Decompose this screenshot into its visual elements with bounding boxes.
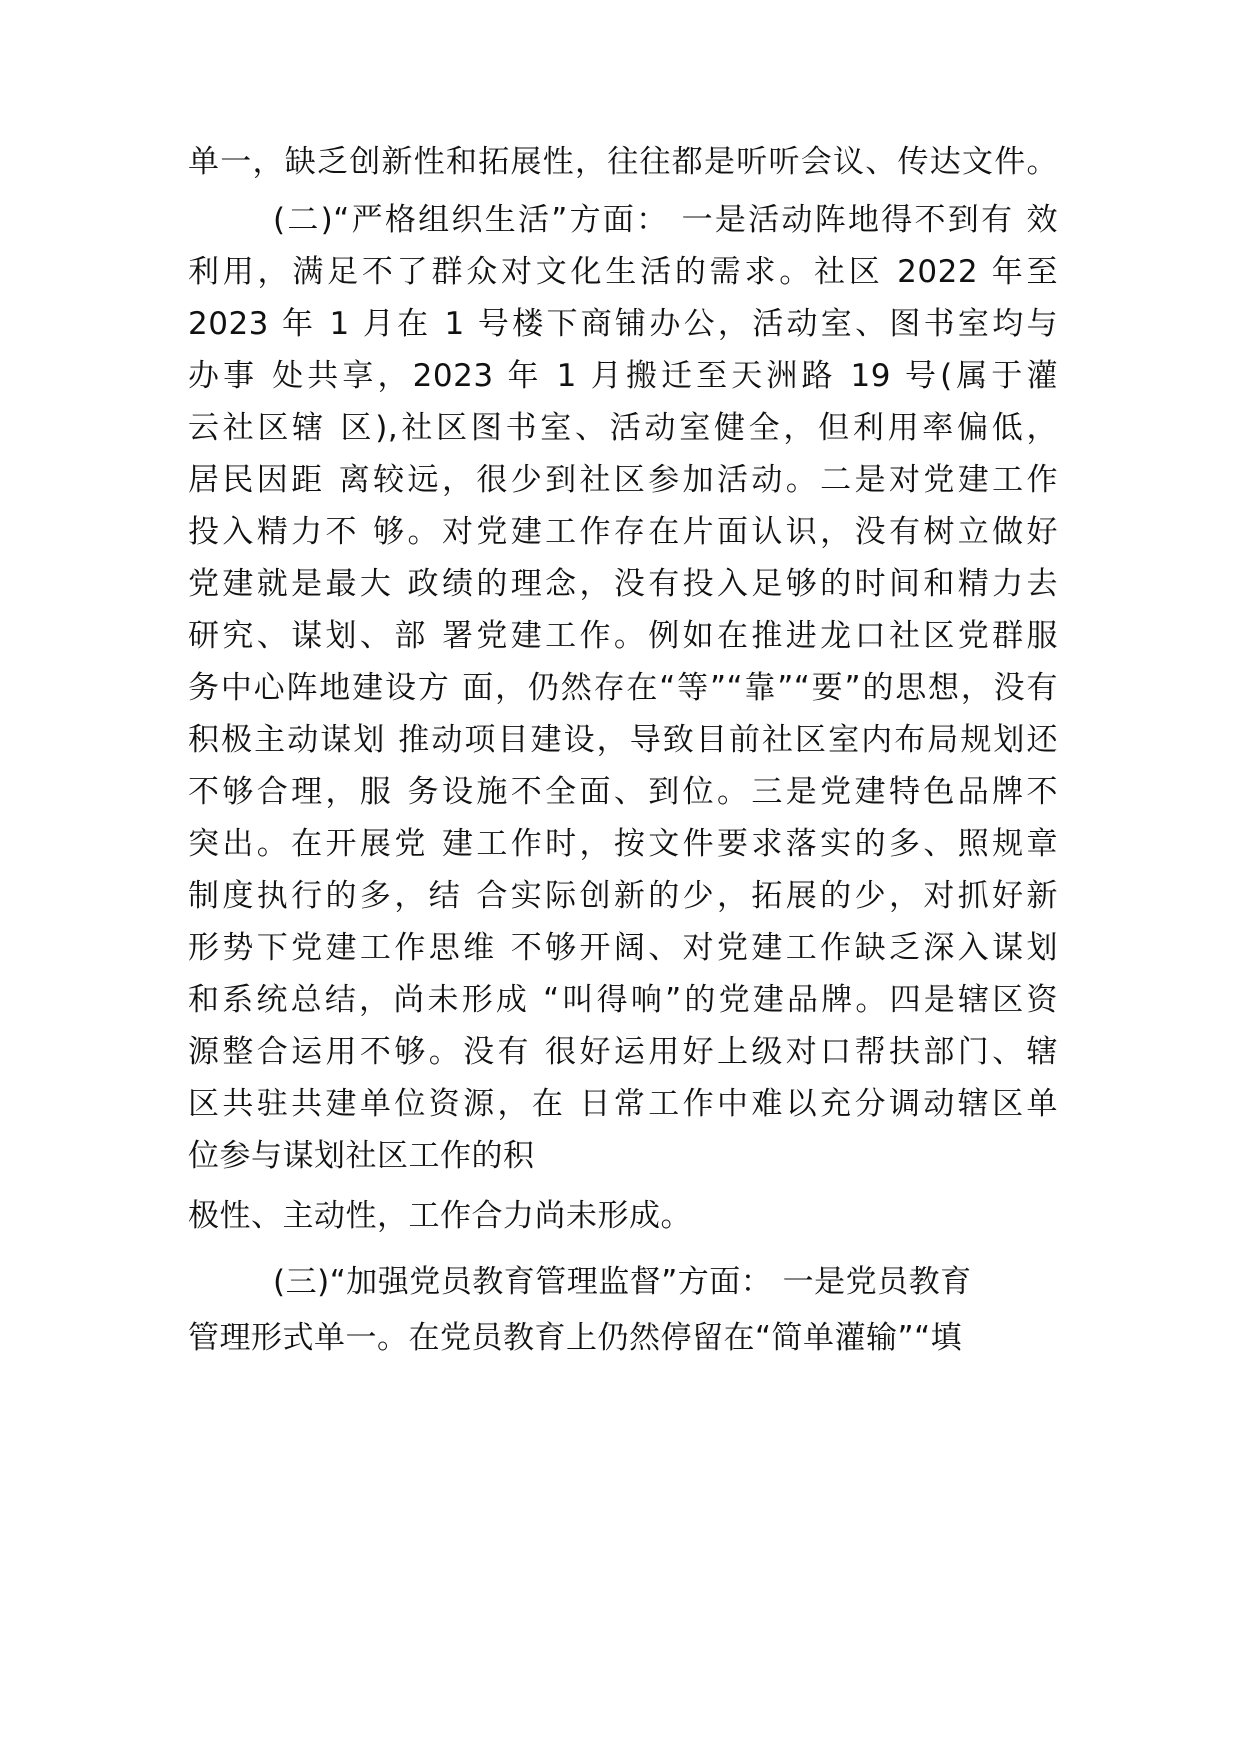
paragraph-line: 办事 处共享，2023 年 1 月搬迁至天洲路 19 号(属于灌 bbox=[188, 358, 1058, 394]
paragraph-line: 源整合运用不够。没有 很好运用好上级对口帮扶部门、辖 bbox=[188, 1034, 1058, 1070]
paragraph-line: 和系统总结，尚未形成 “叫得响”的党建品牌。四是辖区资 bbox=[188, 982, 1058, 1018]
paragraph-line: 投入精力不 够。对党建工作存在片面认识，没有树立做好 bbox=[188, 514, 1058, 550]
paragraph-line: 制度执行的多，结 合实际创新的少，拓展的少，对抓好新 bbox=[188, 878, 1058, 914]
paragraph-line: 位参与谋划社区工作的积 bbox=[188, 1138, 535, 1174]
section-heading-line: (三)“加强党员教育管理监督”方面： 一是党员教育 bbox=[273, 1264, 972, 1300]
paragraph-line: 积极主动谋划 推动项目建设，导致目前社区室内布局规划还 bbox=[188, 722, 1058, 758]
paragraph-line: 2023 年 1 月在 1 号楼下商铺办公，活动室、图书室均与 bbox=[188, 306, 1058, 342]
paragraph-line: 形势下党建工作思维 不够开阔、对党建工作缺乏深入谋划 bbox=[188, 930, 1058, 966]
section-heading-line: (二)“严格组织生活”方面： 一是活动阵地得不到有 效 bbox=[273, 202, 1058, 238]
paragraph-line: 研究、谋划、部 署党建工作。例如在推进龙口社区党群服 bbox=[188, 618, 1058, 654]
paragraph-line: 管理形式单一。在党员教育上仍然停留在“简单灌输”“填 bbox=[188, 1320, 963, 1356]
paragraph-line: 云社区辖 区),社区图书室、活动室健全，但利用率偏低， bbox=[188, 410, 1058, 446]
paragraph-line: 单一，缺乏创新性和拓展性，往往都是听听会议、传达文件。 bbox=[188, 144, 1058, 180]
paragraph-line: 党建就是最大 政绩的理念，没有投入足够的时间和精力去 bbox=[188, 566, 1058, 602]
paragraph-line: 区共驻共建单位资源，在 日常工作中难以充分调动辖区单 bbox=[188, 1086, 1058, 1122]
paragraph-line: 利用，满足不了群众对文化生活的需求。社区 2022 年至 bbox=[188, 254, 1058, 290]
paragraph-line: 不够合理，服 务设施不全面、到位。三是党建特色品牌不 bbox=[188, 774, 1058, 810]
paragraph-line: 突出。在开展党 建工作时，按文件要求落实的多、照规章 bbox=[188, 826, 1058, 862]
paragraph-line: 居民因距 离较远，很少到社区参加活动。二是对党建工作 bbox=[188, 462, 1058, 498]
paragraph-line: 务中心阵地建设方 面，仍然存在“等”“靠”“要”的思想，没有 bbox=[188, 670, 1058, 706]
paragraph-line: 极性、主动性，工作合力尚未形成。 bbox=[188, 1198, 692, 1234]
